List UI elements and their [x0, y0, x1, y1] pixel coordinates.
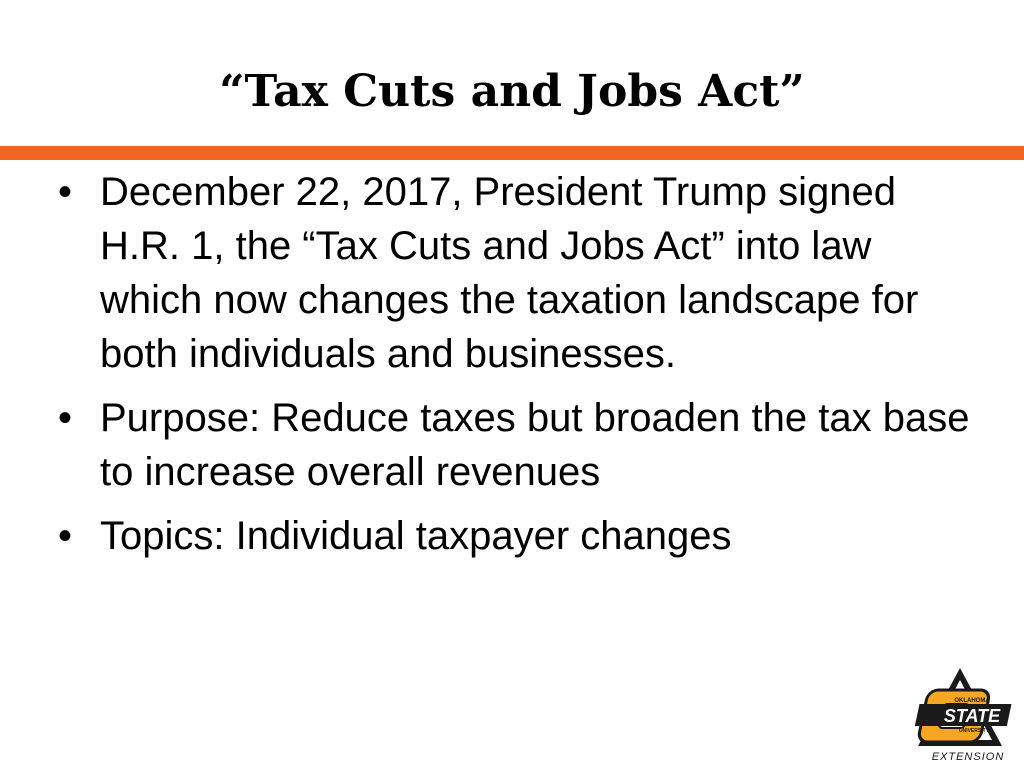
bullet-item [58, 391, 978, 499]
logo-line2: STATE [943, 706, 1001, 726]
title-divider [0, 146, 1024, 160]
bullet-item [58, 509, 978, 563]
bullet-text: Topics: Individual taxpayer changes [100, 514, 732, 558]
slide-title: “Tax Cuts and Jobs Act” [219, 66, 805, 117]
bullet-item [58, 165, 978, 381]
logo-line3: UNIVERSITY [958, 728, 990, 734]
bullet-text: Purpose: Reduce taxes but broaden the tax base to increase overall revenues [100, 396, 970, 494]
osu-extension-logo-icon [914, 664, 1024, 764]
logo-line4: EXTENSION [931, 751, 1005, 763]
bullet-marker: • [58, 396, 73, 440]
bullet-marker: • [58, 514, 73, 558]
bullet-list [58, 165, 978, 573]
logo-line1: OKLAHOMA [954, 698, 990, 704]
bullet-marker: • [58, 170, 73, 214]
bullet-text: December 22, 2017, President Trump signed H.R. 1, the “Tax Cuts and Jobs Act” into law which now changes the taxation landscape for both individuals and businesses. [100, 170, 919, 376]
